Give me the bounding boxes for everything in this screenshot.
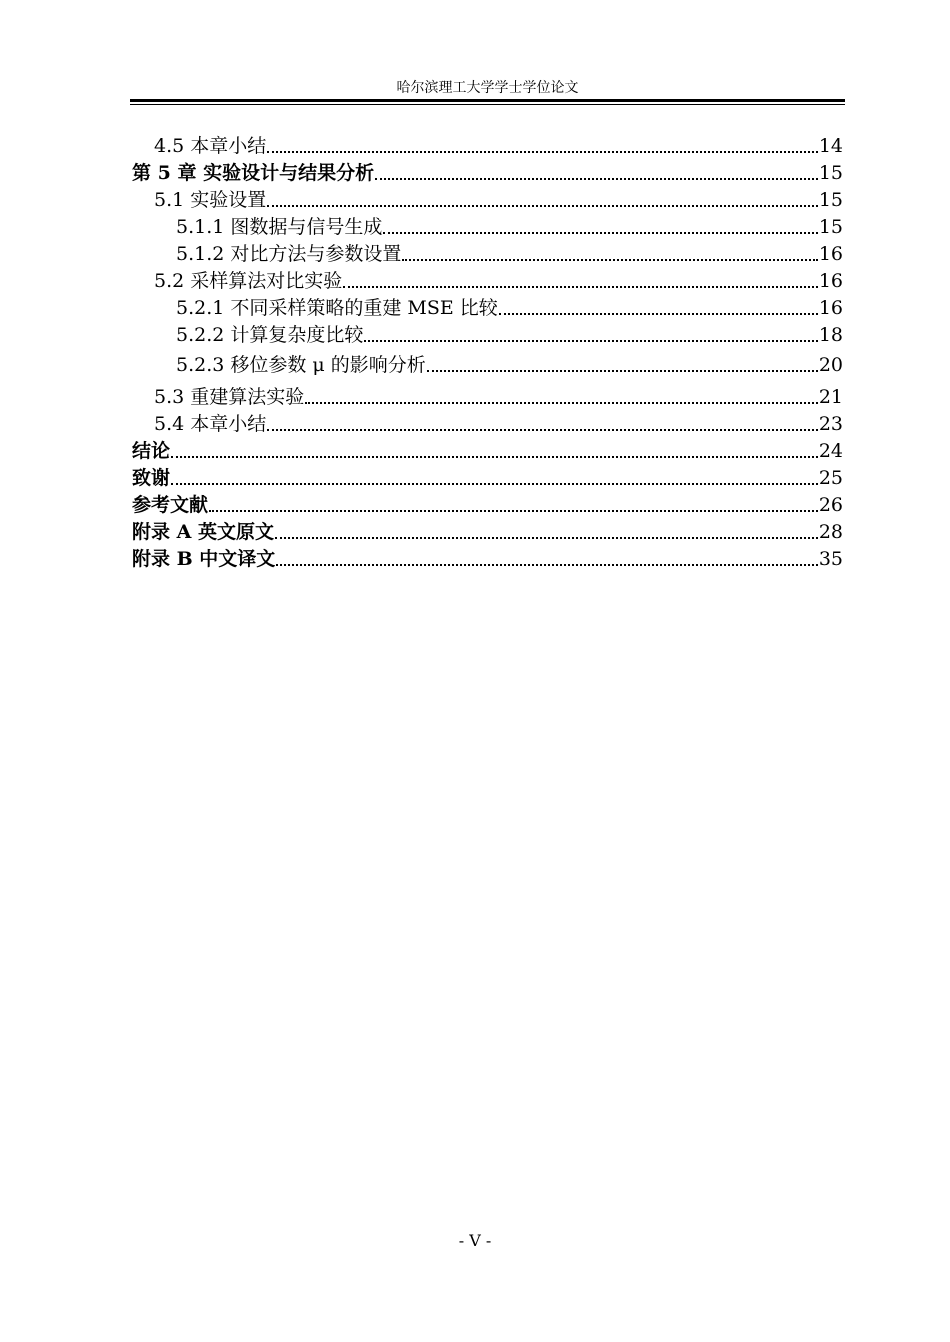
toc-entry-title: 5.1.1 图数据与信号生成 bbox=[176, 216, 383, 238]
toc-leader-dots bbox=[375, 177, 818, 180]
toc-entry-page: 18 bbox=[818, 324, 843, 346]
toc-entry-page: 20 bbox=[818, 354, 843, 376]
header-title: 哈尔滨理工大学学士学位论文 bbox=[396, 80, 579, 96]
toc-entry-page: 24 bbox=[818, 440, 843, 462]
toc-entry-title: 5.2 采样算法对比实验 bbox=[154, 270, 343, 292]
toc-entry[interactable] bbox=[132, 241, 843, 265]
toc-entry-page: 15 bbox=[818, 189, 843, 211]
toc-leader-dots bbox=[275, 536, 818, 539]
toc-entry-page: 25 bbox=[818, 467, 843, 489]
toc-entry-title: 5.2.3 移位参数 μ 的影响分析 bbox=[176, 354, 426, 376]
toc-entry-title: 5.2.1 不同采样策略的重建 MSE 比较 bbox=[176, 297, 498, 319]
toc-entry[interactable] bbox=[132, 546, 843, 570]
toc-leader-dots bbox=[267, 204, 818, 207]
toc-leader-dots bbox=[305, 401, 818, 404]
toc-entry[interactable] bbox=[132, 384, 843, 408]
toc-leader-dots bbox=[427, 369, 818, 372]
toc-entry[interactable] bbox=[132, 438, 843, 462]
toc-entry[interactable] bbox=[132, 352, 843, 376]
toc-entry-title: 参考文献 bbox=[132, 494, 209, 516]
toc-entry-title: 附录 A 英文原文 bbox=[132, 521, 274, 543]
page-number: - V - bbox=[458, 1231, 492, 1250]
toc-entry-page: 16 bbox=[818, 243, 843, 265]
toc-entry[interactable] bbox=[132, 295, 843, 319]
toc-entry[interactable] bbox=[132, 187, 843, 211]
toc-entry-title: 结论 bbox=[132, 440, 171, 462]
toc-entry[interactable] bbox=[132, 322, 843, 346]
toc-leader-dots bbox=[364, 339, 817, 342]
table-of-contents bbox=[132, 0, 843, 600]
toc-entry-page: 16 bbox=[818, 270, 843, 292]
toc-entry[interactable] bbox=[132, 465, 843, 489]
toc-leader-dots bbox=[171, 482, 818, 485]
toc-entry-title: 致谢 bbox=[132, 467, 171, 489]
toc-leader-dots bbox=[402, 258, 817, 261]
toc-entry-page: 23 bbox=[818, 413, 843, 435]
toc-entry-page: 15 bbox=[818, 216, 843, 238]
toc-leader-dots bbox=[267, 428, 818, 431]
toc-entry-title: 5.3 重建算法实验 bbox=[154, 386, 305, 408]
toc-entry-title: 附录 B 中文译文 bbox=[132, 548, 276, 570]
toc-entry[interactable] bbox=[132, 492, 843, 516]
toc-entry-page: 21 bbox=[818, 386, 843, 408]
toc-leader-dots bbox=[383, 231, 817, 234]
toc-entry-page: 35 bbox=[818, 548, 843, 570]
toc-leader-dots bbox=[499, 312, 818, 315]
toc-entry-page: 15 bbox=[818, 162, 843, 184]
toc-entry-page: 14 bbox=[818, 135, 843, 157]
toc-entry-title: 5.2.2 计算复杂度比较 bbox=[176, 324, 364, 346]
toc-entry-title: 5.1 实验设置 bbox=[154, 189, 267, 211]
toc-entry[interactable] bbox=[132, 268, 843, 292]
toc-entry-title: 5.1.2 对比方法与参数设置 bbox=[176, 243, 402, 265]
toc-leader-dots bbox=[276, 563, 818, 566]
toc-entry[interactable] bbox=[132, 411, 843, 435]
toc-entry-page: 26 bbox=[818, 494, 843, 516]
toc-entry[interactable] bbox=[132, 133, 843, 157]
toc-entry[interactable] bbox=[132, 214, 843, 238]
toc-entry[interactable] bbox=[132, 160, 843, 184]
toc-entry[interactable] bbox=[132, 519, 843, 543]
toc-entry-title: 4.5 本章小结 bbox=[154, 135, 267, 157]
toc-leader-dots bbox=[171, 455, 818, 458]
toc-entry-title: 5.4 本章小结 bbox=[154, 413, 267, 435]
toc-leader-dots bbox=[209, 509, 818, 512]
toc-leader-dots bbox=[267, 150, 818, 153]
toc-entry-page: 16 bbox=[818, 297, 843, 319]
toc-leader-dots bbox=[343, 285, 818, 288]
toc-entry-page: 28 bbox=[818, 521, 843, 543]
toc-entry-title: 第 5 章 实验设计与结果分析 bbox=[132, 162, 375, 184]
